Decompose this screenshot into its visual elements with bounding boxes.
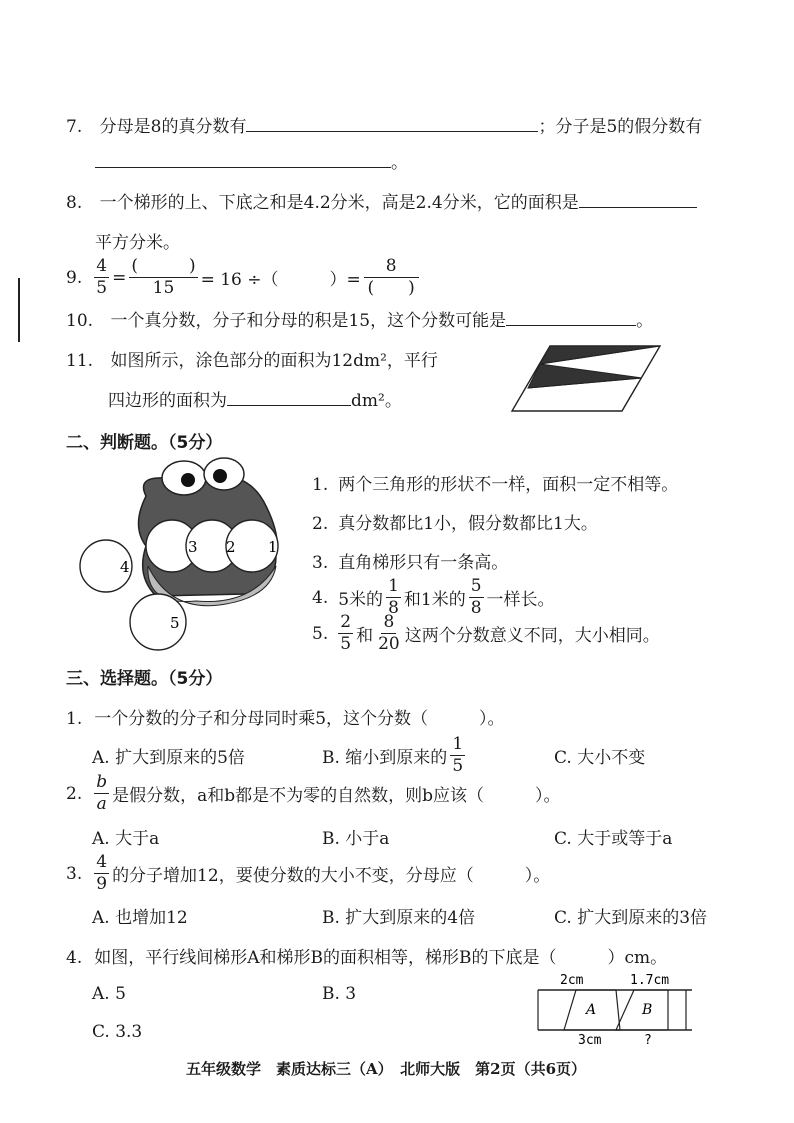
q8-text-b: 平方分米。 <box>95 233 180 253</box>
question-11 <box>66 346 438 371</box>
margin-bracket <box>18 278 20 342</box>
choice-q3: 3. $\frac{4}{9}$ 的分子增加12，要使分数的大小不变，分母应（ ）。 <box>66 852 551 894</box>
section-3-title: 三、选择题。（5分） <box>66 669 223 689</box>
judge-item-5: 5. $\frac{2}{5}$ 和 $\frac{8}{20}$ 这两个分数意义不同，大小相同。 <box>312 612 660 654</box>
bubble-label: 5 <box>170 614 180 632</box>
section-2-title: 二、判断题。（5分） <box>66 433 223 453</box>
q-number: 7. <box>66 117 83 137</box>
fraction: $\frac{b}{a}$ <box>96 772 108 814</box>
choice-q4-option-b[interactable]: B. 3 <box>322 984 357 1004</box>
fraction: $\frac{2}{5}$ <box>340 612 352 654</box>
fraction-blank[interactable]: $\frac{( )}{15}$ <box>131 256 196 298</box>
q10-text: 一个真分数，分子和分母的积是15，这个分数可能是 <box>110 311 507 331</box>
svg-text:?: ? <box>644 1033 652 1048</box>
q-number: 10. <box>66 311 94 331</box>
svg-text:2cm: 2cm <box>560 973 584 988</box>
judge-item-1: 1. 两个三角形的形状不一样，面积一定不相等。 <box>312 475 679 495</box>
bubble-label: 2 <box>226 538 236 556</box>
choice-q3-option-a[interactable]: A. 也增加12 <box>92 908 188 928</box>
q11-text-b: 四边形的面积为 <box>108 391 227 411</box>
shaded-triangle-bottom <box>528 364 642 388</box>
clam-cartoon-figure <box>76 456 286 666</box>
question-8 <box>66 188 697 213</box>
choice-q2: 2. $\frac{b}{a}$ 是假分数，a和b都是不为零的自然数，则b应该（ ）。 <box>66 772 561 814</box>
answer-blank[interactable] <box>95 151 391 168</box>
q9-middle: = 16 ÷（ ）= <box>200 270 361 290</box>
choice-q3-option-c[interactable]: C. 扩大到原来的3倍 <box>554 908 708 928</box>
choice-q1-option-b[interactable]: B. 缩小到原来的 $\frac{1}{5}$ <box>322 734 464 776</box>
choice-q1-option-c[interactable]: C. 大小不变 <box>554 748 646 768</box>
choice-q4: 4. 如图，平行线间梯形A和梯形B的面积相等，梯形B的下底是（ ）cm。 <box>66 948 668 968</box>
answer-blank[interactable] <box>579 191 697 208</box>
choice-q4-option-c[interactable]: C. 3.3 <box>92 1022 143 1042</box>
bubble-label: 1 <box>268 538 278 556</box>
answer-blank[interactable] <box>506 309 636 326</box>
svg-text:B: B <box>642 1002 653 1018</box>
q7-end: 。 <box>391 153 408 173</box>
bubble-label: 4 <box>120 558 130 576</box>
q-number: 11. <box>66 351 94 371</box>
bubble-label: 3 <box>188 538 198 556</box>
q-number: 9. <box>66 267 83 288</box>
judge-item-3: 3. 直角梯形只有一条高。 <box>312 553 509 573</box>
choice-q2-option-a[interactable]: A. 大于a <box>92 829 160 849</box>
question-7 <box>66 112 702 137</box>
choice-q1-option-a[interactable]: A. 扩大到原来的5倍 <box>92 748 245 768</box>
fraction: $\frac{1}{8}$ <box>388 576 399 618</box>
answer-blank[interactable] <box>246 115 538 132</box>
question-10 <box>66 306 653 331</box>
choice-q2-option-c[interactable]: C. 大于或等于a <box>554 829 673 849</box>
page-footer: 五年级数学 素质达标三（A） 北师大版 第2页（共6页） <box>186 1060 587 1078</box>
q8-text-a: 一个梯形的上、下底之和是4.2分米，高是2.4分米，它的面积是 <box>99 193 579 213</box>
choice-q1: 1. 一个分数的分子和分母同时乘5，这个分数（ ）。 <box>66 709 505 729</box>
q-number: 8. <box>66 193 83 213</box>
equals-sign: = <box>112 267 127 288</box>
choice-q2-option-b[interactable]: B. 小于a <box>322 829 390 849</box>
q7-text-b: ；分子是5的假分数有 <box>538 117 703 137</box>
q7-text-a: 分母是8的真分数有 <box>99 117 247 137</box>
judge-item-2: 2. 真分数都比1小，假分数都比1大。 <box>312 514 598 534</box>
parallelogram-figure <box>510 344 662 414</box>
fraction: $\frac{5}{8}$ <box>470 576 482 618</box>
fraction-blank[interactable]: $\frac{8}{( )}$ <box>364 258 419 297</box>
svg-text:1.7cm: 1.7cm <box>630 973 670 988</box>
question-11-line2 <box>108 386 402 411</box>
choice-q4-option-a[interactable]: A. 5 <box>92 984 126 1004</box>
svg-text:3cm: 3cm <box>578 1033 602 1048</box>
fraction: $\frac{8}{20}$ <box>378 612 400 654</box>
fraction: $\frac{1}{5}$ <box>452 734 464 776</box>
judge-item-4: 4. 5米的 $\frac{1}{8}$ 和1米的 $\frac{5}{8}$ 一样长。 <box>312 576 555 618</box>
q11-text-a: 如图所示，涂色部分的面积为12dm²，平行 <box>110 351 438 371</box>
answer-blank[interactable] <box>227 389 351 406</box>
choice-q3-option-b[interactable]: B. 扩大到原来的4倍 <box>322 908 476 928</box>
question-9 <box>66 258 422 297</box>
question-8-line2 <box>95 228 180 253</box>
fraction: $\frac{4}{5}$ <box>96 256 108 298</box>
trapezoid-figure <box>534 970 694 1048</box>
q11-unit: dm²。 <box>351 391 402 411</box>
fraction: $\frac{4}{9}$ <box>96 852 108 894</box>
svg-text:A: A <box>586 1002 597 1018</box>
q10-end: 。 <box>636 311 654 331</box>
question-7-line2 <box>95 148 408 173</box>
